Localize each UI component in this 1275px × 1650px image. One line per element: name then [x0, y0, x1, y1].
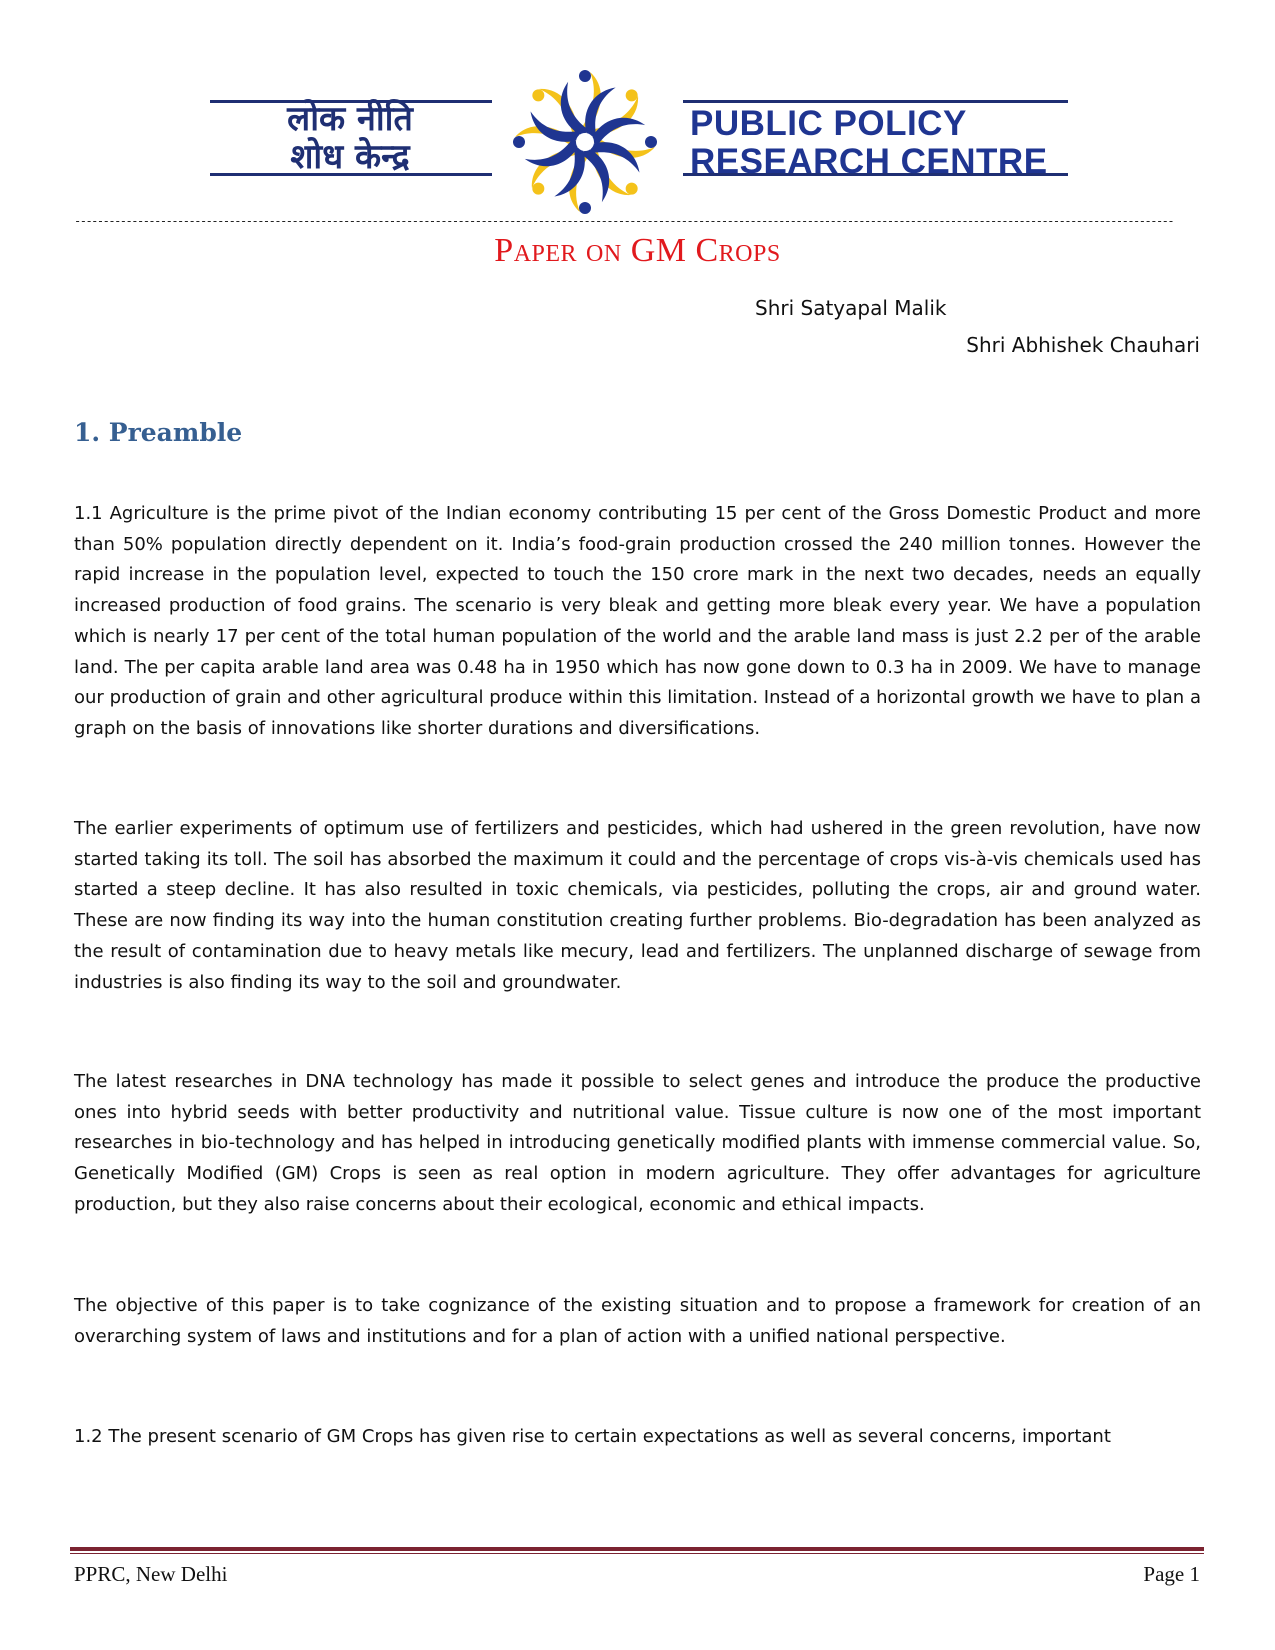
- author-2: Shri Abhishek Chauhari: [966, 333, 1200, 357]
- paragraph-4: The objective of this paper is to take cognizance of the existing situation and to propose a framework for creation of an overarching system of laws and institutions and for a plan of action with a unified national perspective.: [74, 1295, 1201, 1347]
- section-heading: 1. Preamble: [74, 418, 243, 447]
- document-title: Paper on GM Crops: [494, 232, 781, 269]
- footer-rule-thin: [70, 1553, 1204, 1554]
- paragraph-1-1: 1.1 Agriculture is the prime pivot of the Indian economy contributing 15 per cent of the Gross Domestic Product and more than 50% population directly dependent on it. India’s food-grain production crossed the 240 million tonnes. However the rapid increase in the population level, expected to touch the 150 crore mark in the next two decades, needs an equally increased production of food grains. The scenario is very bleak and getting more bleak every year. We have a population which is nearly 17 per cent of the total human population of the world and the arable land mass is just 2.2 per of the arable land. The per capita arable land area was 0.48 ha in 1950 which has now gone down to 0.3 ha in 2009. We have to manage our production of grain and other agricultural produce within this limitation. Instead of a horizontal growth we have to plan a graph on the basis of innovations like shorter durations and diversifications.: [74, 503, 1201, 739]
- paragraph-2: The earlier experiments of optimum use of fertilizers and pesticides, which had ushered in the green revolution, have now started taking its toll. The soil has absorbed the maximum it could and the percentage of crops vis-à-vis chemicals used has started a steep decline. It has also resulted in toxic chemicals, via pesticides, polluting the crops, air and ground water. These are now finding its way into the human constitution creating further problems. Bio-degradation has been analyzed as the result of contamination due to heavy metals like mecury, lead and fertilizers. The unplanned discharge of sewage from industries is also finding its way to the soil and groundwater.: [74, 818, 1201, 993]
- logo-hindi-line1: लोक नीति: [287, 99, 413, 139]
- logo-english-line2: RESEARCH CENTRE: [690, 142, 1048, 181]
- logo-english-line1: PUBLIC POLICY: [690, 104, 967, 143]
- logo-english-text: [690, 105, 1048, 181]
- paragraph-1-2: 1.2 The present scenario of GM Crops has given rise to certain expectations as well as several concerns, important: [74, 1426, 1111, 1447]
- logo-hindi-line2: शोध केन्द्र: [290, 137, 410, 177]
- sunburst-people-emblem: [485, 70, 685, 215]
- logo-hindi-text: [210, 100, 490, 180]
- dashed-separator: ------------------------------------------------------------------------------------------------------------------------------------------------------------------------------------------------: [74, 216, 1174, 226]
- footer-rule-thick: [70, 1547, 1204, 1551]
- logo-rule-top-right: [683, 100, 1068, 103]
- author-1: Shri Satyapal Malik: [755, 296, 947, 320]
- footer-organization: PPRC, New Delhi: [74, 1562, 228, 1586]
- page-number: Page 1: [1143, 1562, 1200, 1586]
- pprc-logo: [210, 70, 1070, 215]
- paragraph-3: The latest researches in DNA technology has made it possible to select genes and introduce the produce the productive ones into hybrid seeds with better productivity and nutritional value. Tissue culture is now one of the most important researches in bio-technology and has helped in introducing genetically modified plants with immense commercial value. So, Genetically Modified (GM) Crops is seen as real option in modern agriculture. They offer advantages for agriculture production, but they also raise concerns about their ecological, economic and ethical impacts.: [74, 1071, 1201, 1215]
